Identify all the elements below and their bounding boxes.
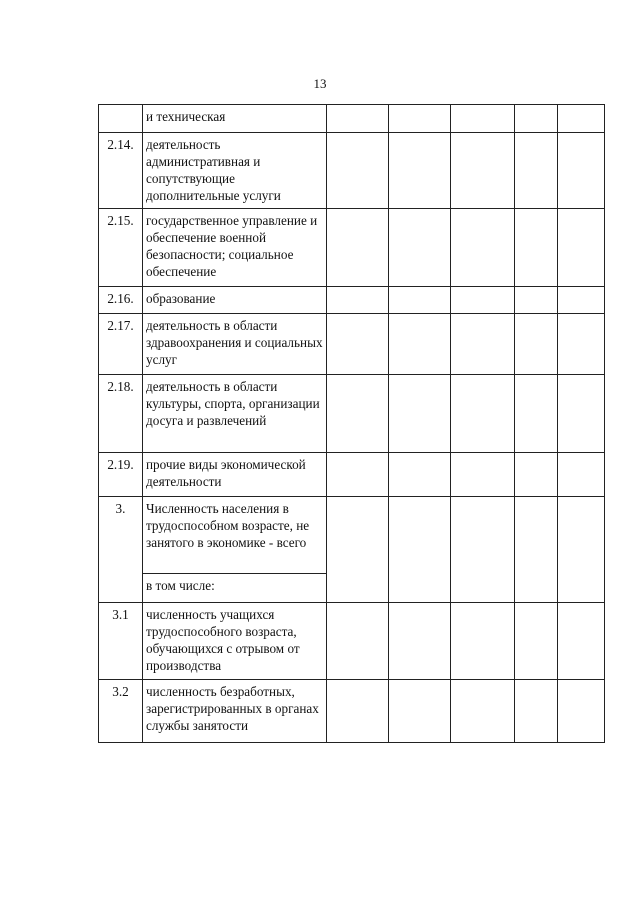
value-cell [389,603,451,680]
value-cell [515,133,558,209]
value-cell [389,453,451,497]
table-row [99,453,605,497]
row-number: 3.2 [99,680,143,743]
value-cell [451,209,515,287]
value-cell [558,680,605,743]
row-label: деятельность в области культуры, спорта, организации досуга и развлечений [143,375,327,453]
table-row [99,105,605,133]
value-cell [389,133,451,209]
value-cell [451,680,515,743]
table-row [99,603,605,680]
row-label: деятельность административная и сопутствующие дополнительные услуги [143,133,327,209]
value-cell [515,375,558,453]
value-cell [451,314,515,375]
row-number: 3. [99,497,143,603]
value-cell [327,680,389,743]
value-cell [327,603,389,680]
value-cell [515,314,558,375]
value-cell [389,680,451,743]
value-cell [327,133,389,209]
value-cell [558,287,605,314]
row-label: прочие виды экономической деятельности [143,453,327,497]
value-cell [389,209,451,287]
value-cell [558,497,605,603]
value-cell [389,375,451,453]
value-cell [327,287,389,314]
row-label: государственное управление и обеспечение военной безопасности; социальное обеспечение [143,209,327,287]
value-cell [515,497,558,603]
value-cell [389,497,451,603]
row-number: 2.19. [99,453,143,497]
value-cell [515,680,558,743]
table-row [99,133,605,209]
table-row [99,287,605,314]
value-cell [327,314,389,375]
value-cell [451,603,515,680]
row-number: 3.1 [99,603,143,680]
value-cell [515,453,558,497]
value-cell [327,453,389,497]
table-row [99,680,605,743]
row-number: 2.16. [99,287,143,314]
row-number: 2.18. [99,375,143,453]
value-cell [389,105,451,133]
row-number: 2.14. [99,133,143,209]
value-cell [327,209,389,287]
row-number: 2.15. [99,209,143,287]
row-label: численность безработных, зарегистрированных в органах службы занятости [143,680,327,743]
row-label: численность учащихся трудоспособного возраста, обучающихся с отрывом от производства [143,603,327,680]
value-cell [558,603,605,680]
value-cell [515,209,558,287]
value-cell [515,603,558,680]
value-cell [389,314,451,375]
value-cell [558,314,605,375]
row-label: и техническая [143,105,327,133]
value-cell [451,375,515,453]
value-cell [451,287,515,314]
data-table [98,104,605,743]
value-cell [327,375,389,453]
row-number: 2.17. [99,314,143,375]
value-cell [515,105,558,133]
value-cell [558,209,605,287]
value-cell [327,497,389,603]
value-cell [558,133,605,209]
value-cell [451,133,515,209]
value-cell [451,497,515,603]
value-cell [389,287,451,314]
row-label: деятельность в области здравоохранения и социальных услуг [143,314,327,375]
value-cell [451,453,515,497]
row-label: Численность населения в трудоспособном возрасте, не занятого в экономике - всего [143,497,327,574]
value-cell [558,105,605,133]
row-label: образование [143,287,327,314]
row-label: в том числе: [143,574,327,603]
table-row [99,497,605,574]
value-cell [558,375,605,453]
value-cell [327,105,389,133]
value-cell [515,287,558,314]
value-cell [451,105,515,133]
table-row [99,375,605,453]
page-number: 13 [313,76,327,91]
value-cell [558,453,605,497]
table-row [99,209,605,287]
table-row [99,314,605,375]
row-number [99,105,143,133]
